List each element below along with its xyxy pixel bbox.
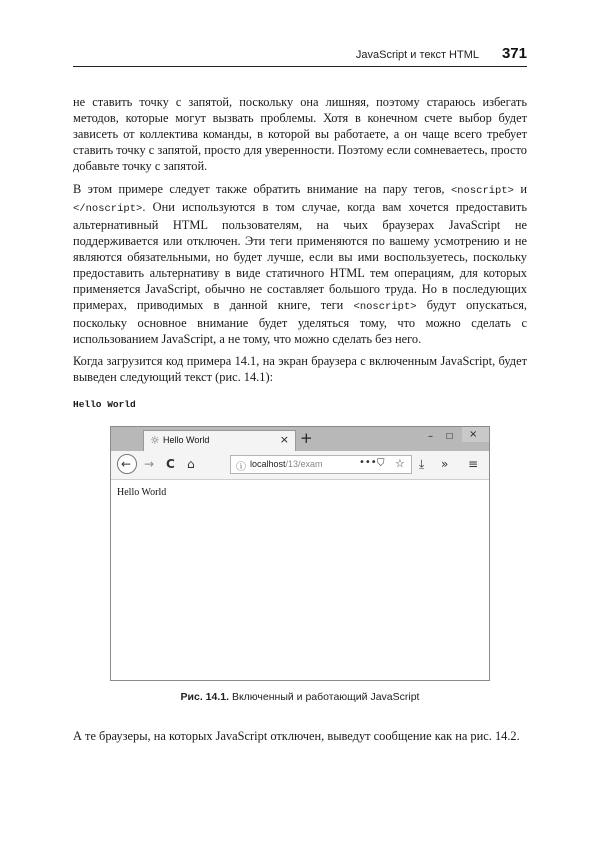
paragraph-2-text-d: будут опускаться, поскольку основное внимание будет уделяться тому, что можно сделать с использованием JavaScript, а не тому, что можно сделать без него. (73, 298, 528, 346)
bookmark-star-icon[interactable]: ☆ (395, 457, 405, 470)
paragraph-4: А те браузеры, на которых JavaScript отключен, выведут сообщение как на рис. 14.2. (73, 729, 520, 743)
paragraph-2-text-b: и (513, 182, 527, 196)
caption-text: Включенный и работающий JavaScript (229, 691, 420, 703)
back-arrow-icon[interactable]: ← (121, 457, 132, 471)
paragraph-2 (73, 181, 527, 347)
tab-close-icon[interactable]: × (279, 433, 289, 446)
tab-page-icon: ☼ (150, 434, 160, 447)
noscript-close-tag: </noscript> (73, 203, 143, 215)
page-content: Hello World (117, 487, 167, 498)
browser-screenshot-figure (110, 426, 490, 681)
tab-title: Hello World (163, 435, 210, 445)
new-tab-icon[interactable]: + (300, 429, 313, 447)
noscript-open-tag-2: <noscript> (353, 301, 417, 313)
url-text (250, 459, 323, 469)
maximize-icon[interactable]: ☐ (446, 432, 454, 441)
running-header (73, 44, 527, 67)
minimize-icon[interactable]: – (428, 431, 433, 442)
browser-tab[interactable] (143, 430, 296, 451)
window-close-icon[interactable]: × (469, 429, 478, 440)
figure-caption (0, 691, 600, 703)
noscript-open-tag: <noscript> (450, 185, 514, 197)
paragraph-2-text-a: В этом примере следует также обратить внимание на пару тегов, (73, 182, 451, 196)
running-title: JavaScript и текст HTML (355, 49, 479, 61)
url-path: /13/exam (285, 459, 323, 469)
caption-label: Рис. 14.1. (180, 691, 230, 703)
menu-icon[interactable]: ≡ (468, 457, 479, 471)
code-output: Hello World (73, 399, 136, 410)
download-icon[interactable]: ⤓ (419, 457, 425, 471)
page-number: 371 (501, 45, 527, 62)
browser-toolbar (111, 451, 489, 480)
url-host: localhost (250, 459, 286, 469)
site-info-icon[interactable]: ⓘ (236, 462, 246, 473)
paragraph-2-text-c: . Они используются в том случае, когда вам хочется предоставить альтернативный HTML пользователям, на чьих браузерах JavaScript не поддерживается или отключен. Эти теги применяются по вашему усмотрению и не являются обязательными, но будет лучше, если вы ими воспользуетесь, поскольку предоставить альтернативу в виде статичного HTML тем операциям, для которых применяется JavaScript, обычно не составляет большого труда. Но в последующих примерах, приводимых в данной книге, теги (73, 200, 527, 312)
forward-arrow-icon[interactable]: → (144, 457, 155, 471)
browser-titlebar (111, 427, 489, 451)
page-actions-icon[interactable]: ••• (359, 457, 377, 468)
home-icon[interactable]: ⌂ (187, 457, 195, 471)
paragraph-1: не ставить точку с запятой, поскольку она лишняя, поэтому стараюсь избегать методов, которые могут вызвать проблемы. Хотя в конечном счете выбор будет зависеть от коллектива команды, в которой вы работаете, а он чаще всего требует ставить точку с запятой, просто для уверенности. Поэтому если сомневаетесь, просто добавьте точку с запятой. (73, 95, 527, 173)
reload-icon[interactable]: C (166, 457, 175, 471)
url-bar[interactable] (230, 455, 412, 474)
paragraph-3: Когда загрузится код примера 14.1, на экран браузера с включенным JavaScript, будет выведен следующий текст (рис. 14.1): (73, 354, 527, 384)
pocket-icon[interactable]: ⛉ (377, 458, 385, 469)
overflow-icon[interactable]: » (441, 457, 449, 471)
